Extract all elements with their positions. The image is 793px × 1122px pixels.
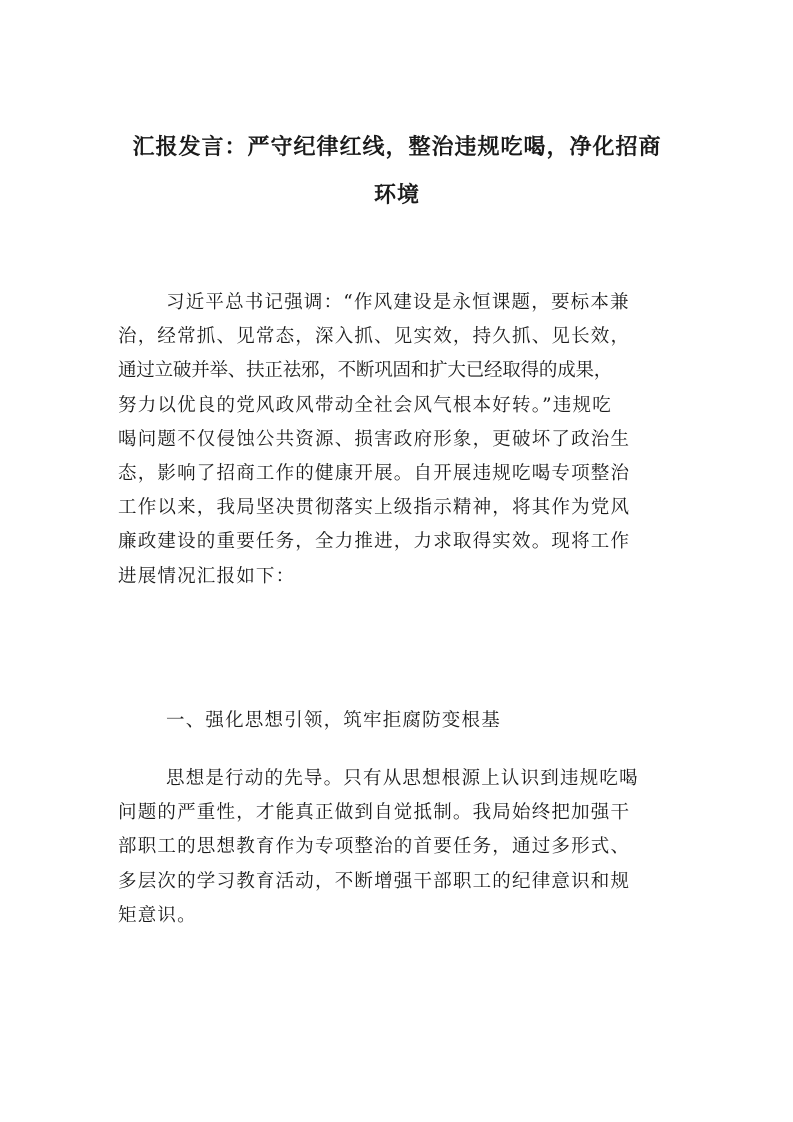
- paragraph-line: 思想是行动的先导。只有从思想根源上认识到违规吃喝: [166, 768, 639, 789]
- paragraph-line: 多层次的学习教育活动，不断增强干部职工的纪律意识和规: [118, 870, 631, 892]
- paragraph-line: 习近平总书记强调：“作风建设是永恒课题，要标本兼: [166, 292, 630, 313]
- paragraph-line: 治，经常抓、见常态，深入抓、见实效，持久抓、见长效，: [118, 326, 631, 348]
- paragraph-line: 廉政建设的重要任务，全力推进，力求取得实效。现将工作: [118, 531, 631, 553]
- paragraph-line: 努力以优良的党风政风带动全社会风气根本好转。”违规吃: [118, 394, 612, 416]
- document-title: [118, 124, 676, 220]
- paragraph-line: 通过立破并举、扶正祛邪，不断巩固和扩大已经取得的成果，: [118, 360, 613, 382]
- paragraph-line: 问题的严重性，才能真正做到自觉抵制。我局始终把加强干: [118, 802, 631, 824]
- paragraph-line: 矩意识。: [118, 904, 197, 926]
- intro-paragraph: [118, 286, 676, 594]
- paragraph-line: 喝问题不仅侵蚀公共资源、损害政府形象，更破坏了政治生: [118, 428, 631, 450]
- title-line-2: 环境: [373, 183, 420, 208]
- title-line-1: 汇报发言：严守纪律红线，整治违规吃喝，净化招商: [132, 135, 662, 160]
- paragraph-line: 态，影响了招商工作的健康开展。自开展违规吃喝专项整治: [118, 463, 631, 485]
- paragraph-line: 工作以来，我局坚决贯彻落实上级指示精神，将其作为党风: [118, 497, 631, 519]
- paragraph-line: 进展情况汇报如下：: [118, 565, 296, 587]
- paragraph-line: 部职工的思想教育作为专项整治的首要任务，通过多形式、: [118, 836, 631, 858]
- section-paragraph: [118, 762, 676, 933]
- section-heading: 一、强化思想引领，筑牢拒腐防变根基: [166, 710, 501, 731]
